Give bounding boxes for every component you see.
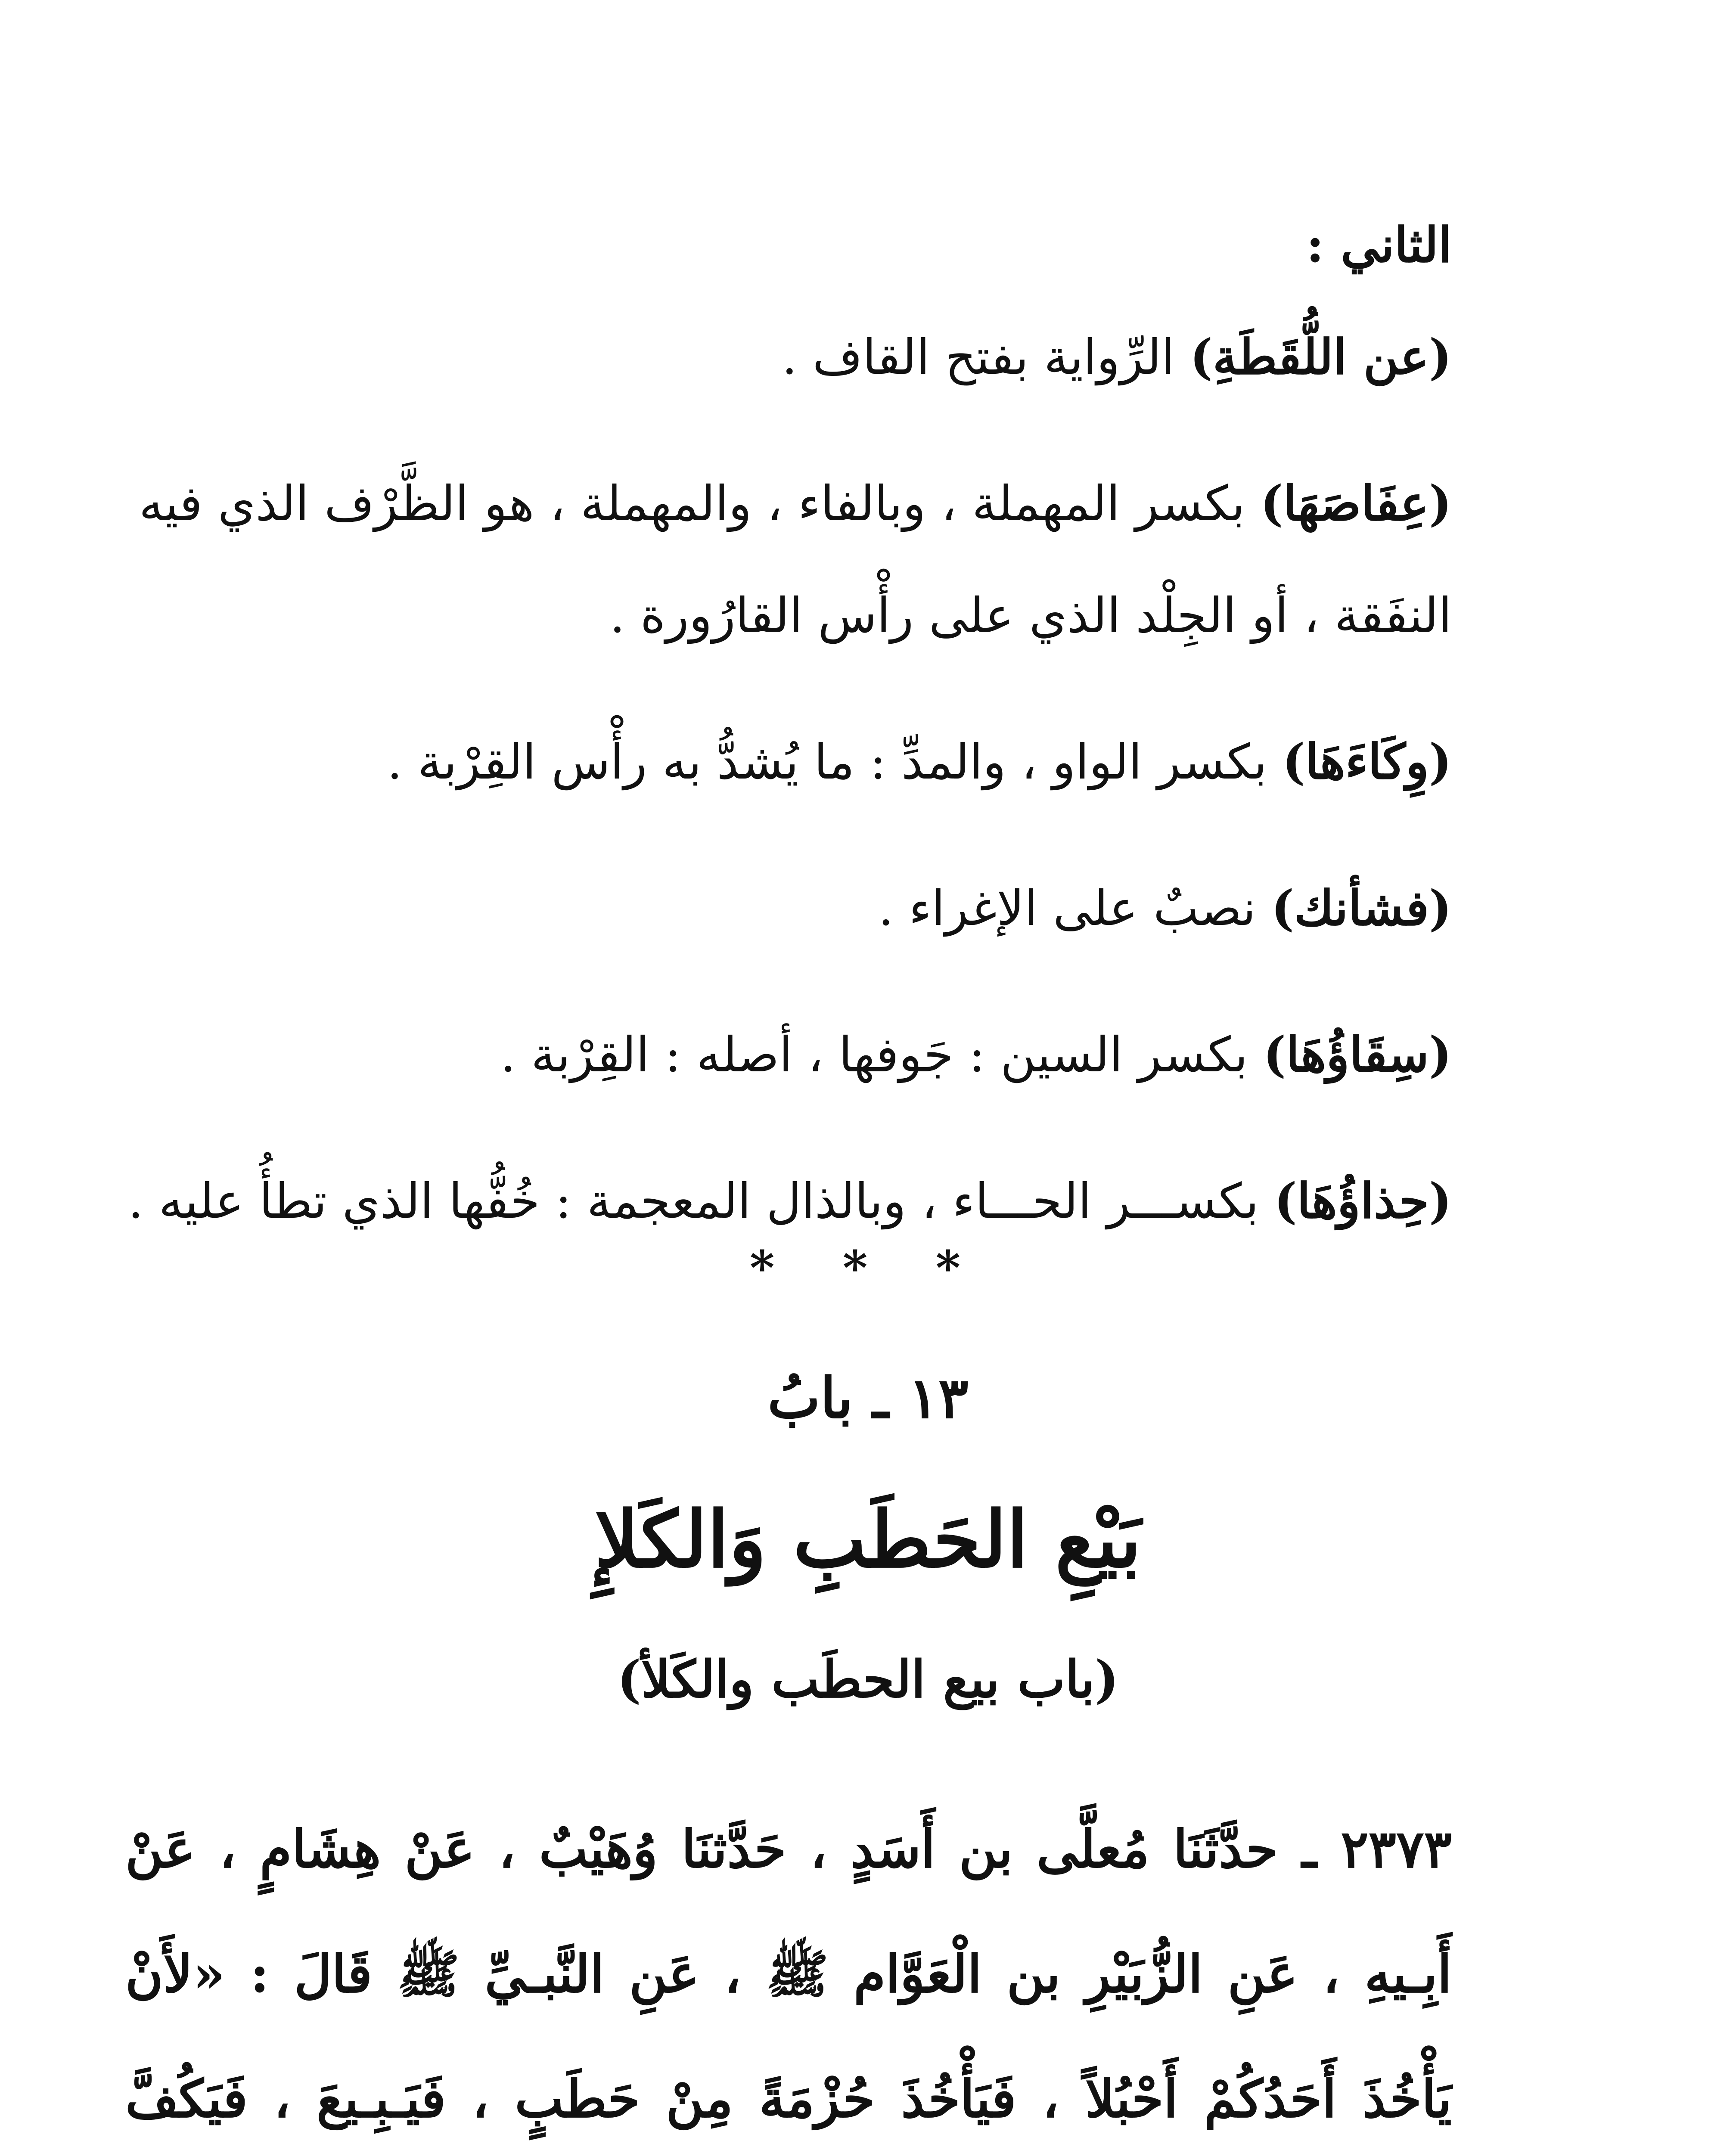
gloss-text: بكسر الواو ، والمدِّ : ما يُشدُّ به رأْس القِرْبة . (387, 734, 1283, 790)
chapter-number: ١٣ ـ بابُ (767, 1365, 969, 1431)
gloss-text: نصبٌ على الإغراء . (878, 881, 1271, 937)
chapter-subtitle: (باب بيع الحطَب والكَلأ) (617, 1649, 1119, 1709)
gloss-item (125, 999, 1452, 1111)
gloss-text: بكسر السين : جَوفها ، أصله : القِرْبة . (500, 1027, 1264, 1083)
section-label: الثاني : (1306, 217, 1452, 273)
gloss-term: (وِكَاءَهَا) (1282, 734, 1452, 790)
gloss-item (125, 853, 1452, 965)
gloss-term: (عن اللُّقَطَةِ) (1190, 329, 1452, 385)
gloss-term: (عِفَاصَهَا) (1260, 475, 1452, 532)
gloss-item (125, 706, 1452, 818)
gloss-item (125, 301, 1452, 413)
gloss-text: الرِّواية بفتح القاف . (782, 329, 1190, 385)
gloss-text: بكســـر الحـــاء ، وبالذال المعجمة : خُفُّها الذي تطأُ عليه . (128, 1173, 1274, 1229)
gloss-list (125, 301, 1452, 1292)
chapter-title: بَيْعِ الحَطَبِ وَالكَلإِ (594, 1494, 1142, 1585)
gloss-term: (حِذاؤُهَا) (1274, 1173, 1452, 1229)
gloss-term: (سِقَاؤُهَا) (1263, 1027, 1452, 1083)
gloss-text: بكسر المهملة ، وبالفاء ، والمهملة ، هو الظَّرْف الذي فيه النفَقة ، أو الجِلْد الذي على رأْس القارُورة . (139, 476, 1452, 644)
gloss-item (125, 448, 1452, 672)
section-separator: * * * (749, 1240, 987, 1296)
gloss-term: (فشأنك) (1271, 880, 1452, 937)
hadith-text: ٢٣٧٣ ـ حدَّثَنَا مُعلَّى بن أَسَدٍ ، حَدَّثنَا وُهَيْبٌ ، عَنْ هِشَامٍ ، عَنْ أَبِـيهِ ، عَنِ الزُّبَيْرِ بن الْعَوَّام ﷺ ، عَنِ النَّبـيِّ ﷺ قَالَ : «لأَنْ يَأْخُذَ أَحَدُكُمْ أَحْبُلاً ، فَيَأْخُذَ حُزْمَةً مِنْ حَطَبٍ ، فَيَـبِـيعَ ، فَيَكُفَّ (125, 1819, 1452, 2129)
